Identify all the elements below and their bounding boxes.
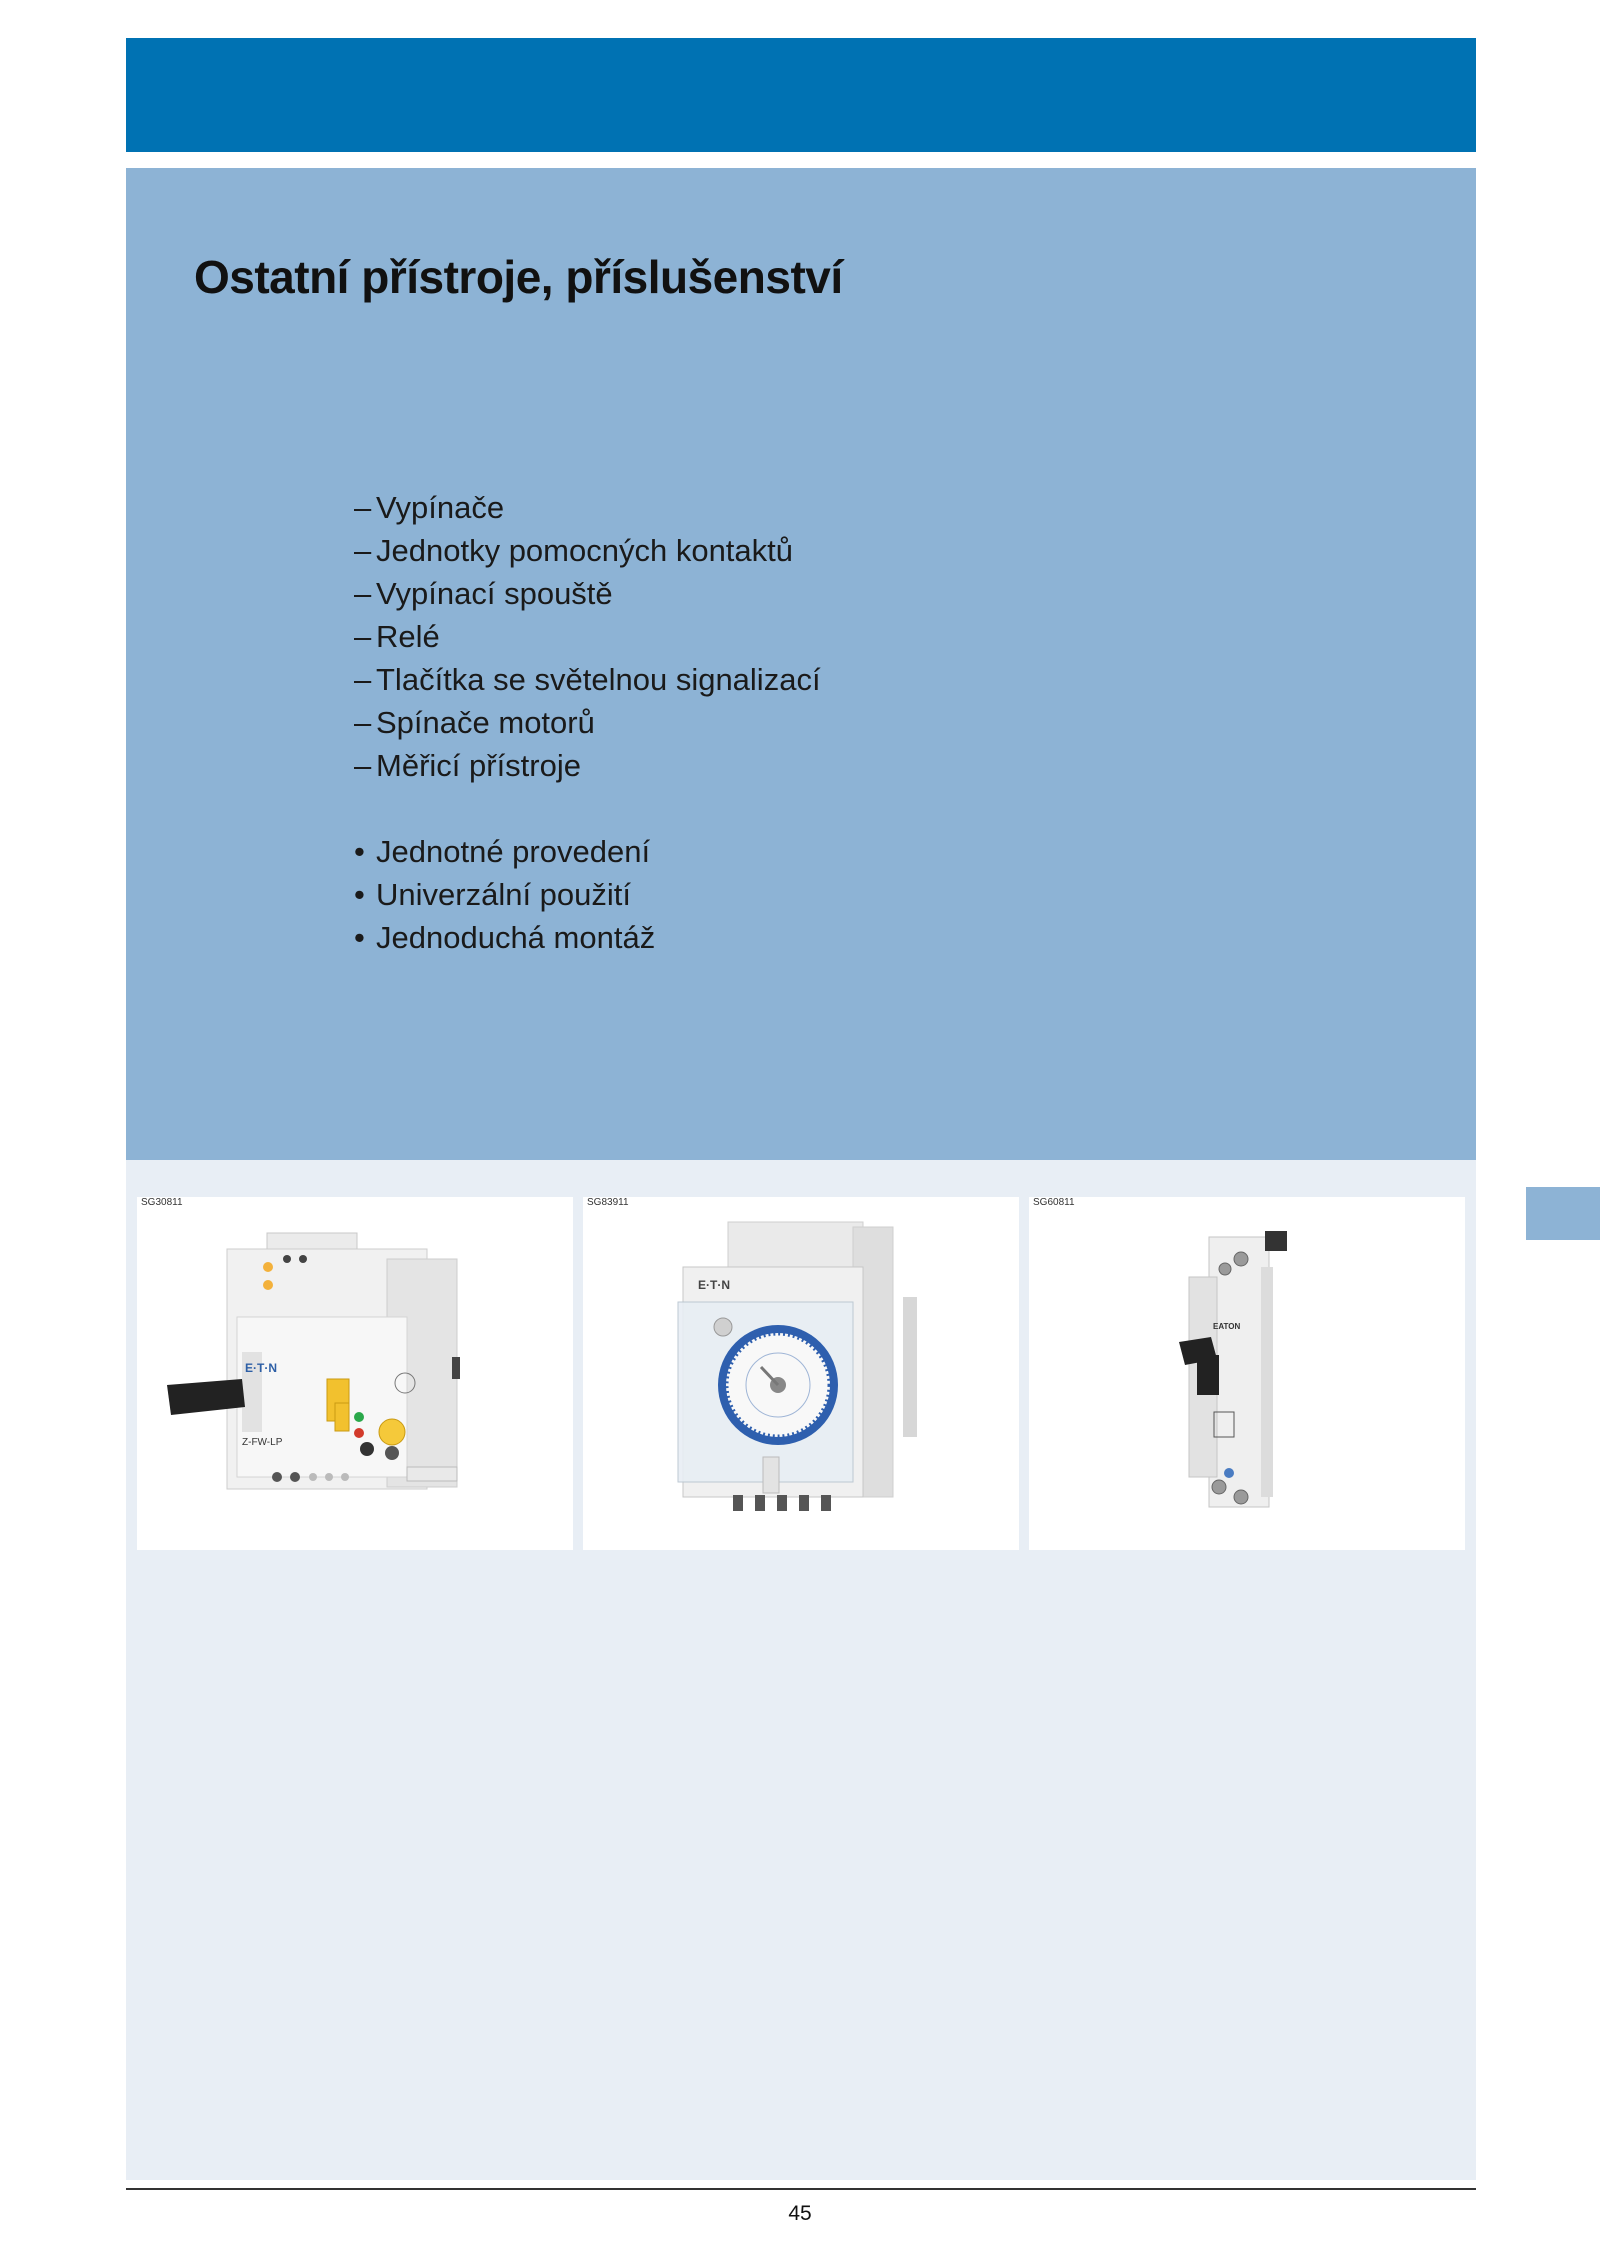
list-item: • Univerzální použití [354, 873, 821, 916]
time-switch-illustration [583, 1197, 1019, 1550]
list-item: – Jednotky pomocných kontaktů [354, 529, 821, 572]
aux-contact-illustration [1029, 1197, 1465, 1550]
chapter-tab [1526, 1187, 1600, 1240]
dash-mark: – [354, 619, 372, 654]
device-list [354, 486, 821, 787]
bullet-mark: • [354, 834, 365, 869]
list-item: • Jednotné provedení [354, 830, 821, 873]
page-title: Ostatní přístroje, příslušenství [194, 251, 843, 303]
time-switch-brand-label: E·T·N [698, 1278, 730, 1292]
page-number: 45 [788, 2202, 812, 2225]
photo-code: SG60811 [1033, 1197, 1075, 1208]
benefit-list [354, 830, 821, 959]
hero-panel [126, 168, 1476, 1160]
product-photo-aux-contact [1029, 1197, 1465, 1550]
dash-mark: – [354, 490, 372, 525]
list-item: • Jednoduchá montáž [354, 916, 821, 959]
bullet-mark: • [354, 920, 365, 955]
aux-brand-label: EATON [1213, 1322, 1241, 1331]
dash-mark: – [354, 576, 372, 611]
bullet-mark: • [354, 877, 365, 912]
photo-code: SG30811 [141, 1197, 183, 1208]
footer-rule [126, 2188, 1476, 2190]
dash-mark: – [354, 705, 372, 740]
list-item: – Spínače motorů [354, 701, 821, 744]
list-item: – Měřicí přístroje [354, 744, 821, 787]
list-item: – Vypínače [354, 486, 821, 529]
product-photo-time-switch [583, 1197, 1019, 1550]
feature-lists [354, 486, 821, 959]
list-item: – Tlačítka se světelnou signalizací [354, 658, 821, 701]
photo-code: SG83911 [587, 1197, 629, 1208]
header-band [126, 38, 1476, 152]
rcd-model-label: Z-FW-LP [242, 1437, 283, 1448]
list-item: – Vypínací spouště [354, 572, 821, 615]
dash-mark: – [354, 662, 372, 697]
dash-mark: – [354, 533, 372, 568]
list-item: – Relé [354, 615, 821, 658]
rcd-brand-label: E·T·N [245, 1361, 277, 1375]
product-photo-rcd [137, 1197, 573, 1550]
rcd-device-illustration [137, 1197, 573, 1550]
dash-mark: – [354, 748, 372, 783]
